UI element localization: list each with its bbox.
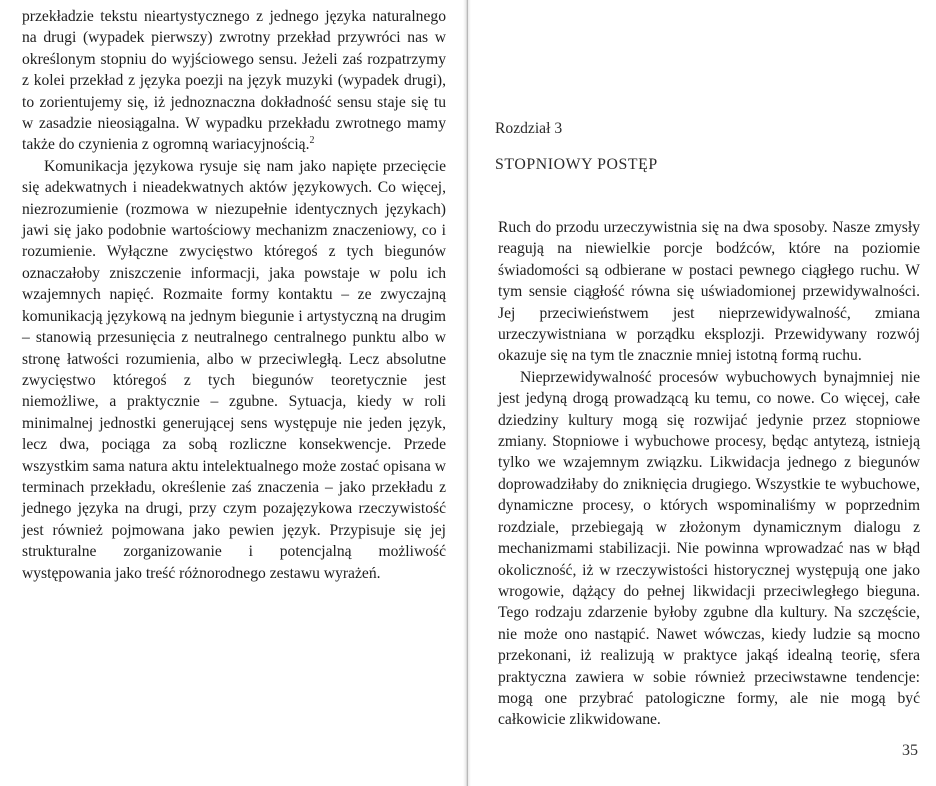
left-page-text: [22, 6, 446, 584]
chapter-title: STOPNIOWY POSTĘP: [495, 156, 658, 173]
left-paragraph-1: [22, 6, 446, 156]
right-page: [470, 0, 936, 786]
right-paragraph-1: Ruch do przodu urzeczywistnia się na dwa sposoby. Nasze zmysły reagują na niewielkie porcje bodźców, które na poziomie świadomości są odbierane w postaci pewnego ciągłego ruchu. W tym sensie ciągłość równa się uświadomionej przewidywalności. Jej przeciwieństwem jest nieprzewidywalność, zmiana urzeczywistniana w porządku eksplozji. Przewidywany rozwój okazuje się na tym tle znacznie mniej istotną formą ruchu.: [498, 219, 920, 365]
left-paragraph-2: Komunikacja językowa rysuje się nam jako napięte przecięcie się adekwatnych i nieadekwatnych aktów językowych. Co więcej, niezrozumienie (rozmowa w niezupełnie identycznych językach) jawi się jako podobnie wartościowy mechanizm znaczeniowy, co i rozumienie. Wyłączne zwycięstwo któregoś z tych biegunów oznaczałoby zniszczenie informacji, jaka powstaje w polu ich wzajemnych napięć. Rozmaite formy kontaktu – ze zwyczajną komunikacją językową na jednym biegunie i artystyczną na drugim – stanowią przesunięcia z neutralnego centralnego punktu albo w stronę łatwości rozumienia, albo w przeciwległą. Lecz absolutne zwycięstwo któregoś z tych biegunów teoretycznie jest niemożliwe, a praktycznie – zgubne. Sytuacja, kiedy w roli minimalnej jednostki generującej sens występuje nie jeden język, lecz dwa, pociąga za sobą rozliczne konsekwencje. Przede wszystkim sama natura aktu intelektualnego może zostać opisana w terminach przekładu, określenie zaś znaczenia – jako przekładu z jednego języka na drugi, przy czym pozajęzykowa rzeczywistość jest również pojmowana jako pewien język. Przypisuje się jej strukturalne zorganizowanie i potencjalną możliwość występowania jako treść różnorodnego zestawu wyrażeń.: [22, 157, 446, 582]
left-paragraph-1-text: przekładzie tekstu nieartystycznego z jednego języka naturalnego na drugi (wypadek pierwszy) zwrotny przekład przywróci nas w określonym stopniu do wyjściowego sensu. Jeżeli zaś rozpatrzymy z kolei przekład z języka poezji na język muzyki (wypadek drugi), to zorientujemy się, iż jednoznaczna dokładność sensu staje się tu w zasadzie nieosiągalna. W wypadku przekładu zwrotnego mamy także do czynienia z ogromną wariacyjnością.: [22, 8, 446, 154]
right-paragraph-2: Nieprzewidywalność procesów wybuchowych bynajmniej nie jest jedyną drogą prowadzącą ku temu, co nowe. Co więcej, całe dziedziny kultury mogą się rozwijać jedynie przez stopniowe zmiany. Stopniowe i wybuchowe procesy, będąc antytezą, istnieją tylko we wzajemnym związku. Likwidacja jednego z biegunów doprowadziłaby do zniknięcia drugiego. Wszystkie te wybuchowe, dynamiczne procesy, o których wspominaliśmy w poprzednim rozdziale, przebiegają w złożonym dynamicznym dialogu z mechanizmami stabilizacji. Nie powinna wprowadzać nas w błąd okoliczność, iż w rzeczywistości historycznej występują one jako wrogowie, dążący do pełnej likwidacji przeciwległego bieguna. Tego rodzaju zdarzenie byłoby zgubne dla kultury. Na szczęście, nie może ono nastąpić. Nawet wówczas, kiedy ludzie są mocno przekonani, iż realizują w praktyce jakąś idealną teorię, sfera praktyczna zawiera w sobie również przeciwstawne tendencje: mogą one przybrać patologiczne formy, ale nie mogą być całkowicie zlikwidowane.: [498, 368, 920, 729]
gutter-fold-line: [467, 0, 468, 786]
left-page: [0, 0, 466, 786]
right-page-text: [498, 217, 920, 731]
chapter-label: Rozdział 3: [495, 120, 563, 137]
page-number: 35: [902, 742, 918, 759]
footnote-marker: 2: [309, 135, 315, 147]
